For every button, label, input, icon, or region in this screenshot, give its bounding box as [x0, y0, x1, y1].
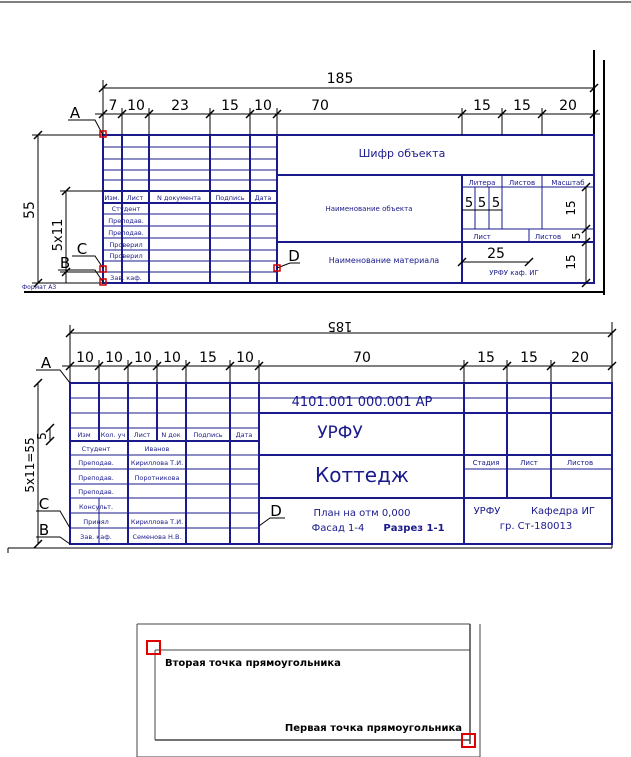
fig1-dim-0: 7: [108, 98, 118, 114]
fig1-urfu: УРФУ каф. ИГ: [489, 269, 539, 277]
fig1-col-4: Дата: [254, 194, 272, 202]
fig1-shifr: Шифр объекта: [358, 147, 446, 160]
fig1-dim-5b: 5: [477, 196, 487, 211]
fig2-dim-7: 15: [477, 350, 495, 366]
fig2-urfu: УРФУ: [473, 506, 501, 517]
fig2-name-1: Кириллова Т.И.: [130, 459, 184, 467]
fig2-name-0: Иванов: [144, 445, 170, 453]
fig2-plan2b: Разрез 1-1: [383, 523, 445, 534]
fig1-label-d: D: [288, 247, 300, 265]
fig1-format: Формат А3: [22, 284, 57, 291]
fig1-dim-55: 55: [22, 201, 38, 219]
fig2-label-d: D: [270, 502, 282, 520]
fig1-col-3: Подпись: [215, 194, 245, 202]
fig1-col-0: Изм.: [104, 194, 120, 202]
fig2-dim-9: 20: [571, 350, 589, 366]
fig2-row-2: Преподав.: [78, 474, 114, 482]
fig2-row-5: Принял: [83, 518, 109, 526]
fig1-dim-5: 5: [570, 232, 583, 240]
fig1-label-b: B: [59, 254, 71, 272]
fig1-dim-15a: 15: [564, 200, 578, 216]
fig3-second-point: Вторая точка прямоугольника: [165, 658, 341, 669]
fig1-litera: Литера: [468, 179, 496, 187]
fig2-dim-5: 10: [236, 350, 254, 366]
fig2-row-1: Преподав.: [78, 459, 114, 467]
fig2-row-4: Консульт.: [78, 503, 114, 511]
fig2-name-2: Поротникова: [134, 474, 180, 482]
fig2-name-6: Семенова Н.В.: [132, 533, 182, 541]
fig2-col-3: N док: [161, 431, 181, 439]
fig1-label-c: C: [76, 240, 88, 258]
fig2-dim-1: 10: [105, 350, 123, 366]
fig2-dim-2: 10: [134, 350, 152, 366]
fig2-plan1: План на отм 0,000: [313, 508, 411, 519]
fig1-dim-8: 20: [559, 98, 577, 114]
fig2-code: 4101.001 000.001 АР: [291, 395, 433, 410]
fig1-dim-5: 70: [311, 98, 329, 114]
fig1-col-2: N документа: [156, 194, 202, 202]
fig2-kafedra: Кафедра ИГ: [530, 506, 596, 517]
fig2-org: УРФУ: [317, 423, 363, 443]
fig1-dim-5x11: 5x11: [51, 218, 66, 252]
fig2-dim-6: 70: [353, 350, 371, 366]
fig1-dim-3: 15: [221, 98, 239, 114]
fig1-col-1: Лист: [126, 194, 144, 202]
fig1-row-4: Проверил: [109, 252, 143, 260]
fig2-plan2a: Фасад 1-4: [311, 523, 365, 534]
fig2-dim-0: 10: [76, 350, 94, 366]
fig1-dim-5c: 5: [491, 196, 501, 211]
fig1-dim-4: 10: [254, 98, 272, 114]
fig1-dim-1: 10: [127, 98, 145, 114]
fig2-col-5: Дата: [235, 431, 253, 439]
fig2-label-a: A: [40, 354, 52, 372]
fig1-row-2: Преподав.: [108, 229, 144, 237]
fig1-list: Лист: [473, 233, 491, 241]
fig1-dim-25: 25: [487, 246, 505, 262]
fig2-col-0: Изм: [77, 431, 91, 439]
fig2-stadia: Стадия: [472, 459, 500, 467]
fig1-row-1: Преподав.: [108, 217, 144, 225]
fig2-dim-5x11: 5x11=55: [23, 437, 37, 493]
fig1-dim-5a: 5: [464, 196, 474, 211]
fig1-dim-total: 185: [326, 71, 354, 87]
fig2-dim-8: 15: [520, 350, 538, 366]
fig2-label-b: B: [38, 521, 50, 539]
fig2-name-5: Кириллова Т.И.: [130, 518, 184, 526]
fig2-title: Коттедж: [315, 463, 409, 487]
fig2-row-6: Зав. каф.: [80, 533, 112, 541]
fig2-col-4: Подпись: [193, 431, 223, 439]
fig1-dim-7: 15: [513, 98, 531, 114]
fig1-row-5: Зав. каф.: [110, 274, 142, 282]
fig2-group: гр. Ст-180013: [499, 521, 573, 532]
fig2-row-0: Студент: [81, 445, 111, 453]
fig3-first-point: Первая точка прямоугольника: [284, 723, 462, 734]
fig1-listov: Листов: [508, 179, 536, 187]
fig1-row-0: Студент: [111, 205, 141, 213]
fig2-col-2: Лист: [133, 431, 151, 439]
fig1-dim-15b: 15: [564, 254, 578, 270]
fig2-dim-total: 185: [327, 318, 353, 333]
fig1-listov2: Листов: [534, 233, 562, 241]
fig2-dim-3: 10: [163, 350, 181, 366]
fig2-label-c: C: [38, 495, 50, 513]
fig2-row-3: Преподав.: [78, 488, 114, 496]
fig1-naimen-obj: Наименование объекта: [325, 205, 413, 213]
fig1-masshtab: Масштаб: [551, 179, 585, 187]
fig1-naimen-mat: Наименование материала: [328, 256, 440, 265]
fig1-dim-2: 23: [171, 98, 189, 114]
fig2-dim-5: 5: [35, 432, 49, 440]
fig2-dim-4: 15: [199, 350, 217, 366]
fig2-col-1: Кол. уч: [100, 431, 126, 439]
fig2-listov: Листов: [566, 459, 594, 467]
fig1-row-3: Проверил: [109, 241, 143, 249]
fig1-label-a: A: [69, 104, 81, 122]
fig2-list: Лист: [520, 459, 538, 467]
fig1-dim-6: 15: [473, 98, 491, 114]
